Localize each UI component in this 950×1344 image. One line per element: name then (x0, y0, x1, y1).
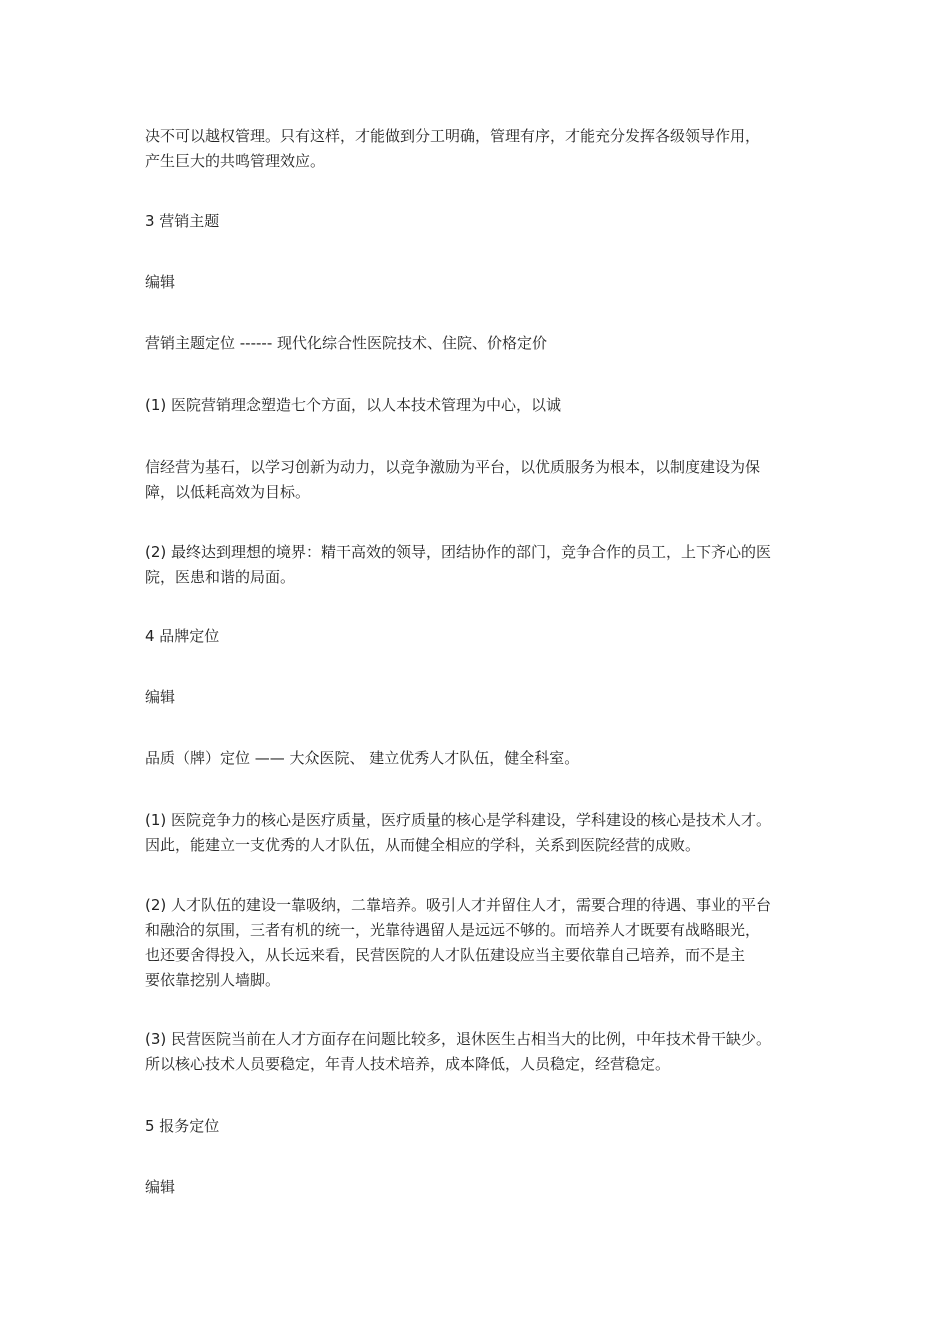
paragraph (145, 124, 817, 174)
paragraph (145, 540, 817, 590)
edit-link[interactable]: 编辑 (145, 1178, 176, 1196)
paragraph-line: (1) 医院竞争力的核心是医疗质量，医疗质量的核心是学科建设，学科建设的核心是技术人才。 (145, 811, 772, 829)
edit-link[interactable]: 编辑 (145, 273, 176, 291)
paragraph-line: (2) 人才队伍的建设一靠吸纳，二靠培养。吸引人才并留住人才，需要合理的待遇、事业的平台 (145, 896, 772, 914)
paragraph-line: 信经营为基石，以学习创新为动力，以竞争激励为平台，以优质服务为根本，以制度建设为保 (145, 458, 761, 476)
paragraph-line: 营销主题定位 ------ 现代化综合性医院技术、住院、价格定价 (145, 334, 548, 352)
paragraph (145, 455, 817, 505)
paragraph-line: (1) 医院营销理念塑造七个方面，以人本技术管理为中心，以诚 (145, 396, 562, 414)
paragraph (145, 893, 817, 993)
paragraph-line: (3) 民营医院当前在人才方面存在问题比较多，退休医生占相当大的比例，中年技术骨干缺少。 (145, 1030, 772, 1048)
paragraph-line: 因此，能建立一支优秀的人才队伍，从而健全相应的学科，关系到医院经营的成败。 (145, 836, 701, 854)
paragraph (145, 331, 817, 356)
section-heading: 5 报务定位 (145, 1117, 220, 1135)
paragraph-line: 要依靠挖别人墙脚。 (145, 971, 281, 989)
edit-link[interactable]: 编辑 (145, 688, 176, 706)
paragraph (145, 808, 817, 858)
paragraph-line: 产生巨大的共鸣管理效应。 (145, 152, 326, 170)
paragraph (145, 746, 817, 771)
section-heading: 4 品牌定位 (145, 627, 220, 645)
paragraph (145, 1027, 817, 1077)
paragraph-line: 院，医患和谐的局面。 (145, 568, 296, 586)
paragraph (145, 393, 817, 418)
paragraph-line: 所以核心技术人员要稳定，年青人技术培养，成本降低，人员稳定，经营稳定。 (145, 1055, 671, 1073)
paragraph-line: 决不可以越权管理。只有这样，才能做到分工明确，管理有序，才能充分发挥各级领导作用， (145, 127, 761, 145)
paragraph-line: 也还要舍得投入，从长远来看，民营医院的人才队伍建设应当主要依靠自己培养，而不是主 (145, 946, 746, 964)
paragraph-line: 品质（牌）定位 —— 大众医院、 建立优秀人才队伍，健全科室。 (145, 749, 580, 767)
paragraph-line: (2) 最终达到理想的境界：精干高效的领导，团结协作的部门，竞争合作的员工，上下齐心的医 (145, 543, 772, 561)
section-heading: 3 营销主题 (145, 212, 220, 230)
paragraph-line: 障，以低耗高效为目标。 (145, 483, 311, 501)
paragraph-line: 和融洽的氛围，三者有机的统一，光靠待遇留人是远远不够的。而培养人才既要有战略眼光， (145, 921, 761, 939)
